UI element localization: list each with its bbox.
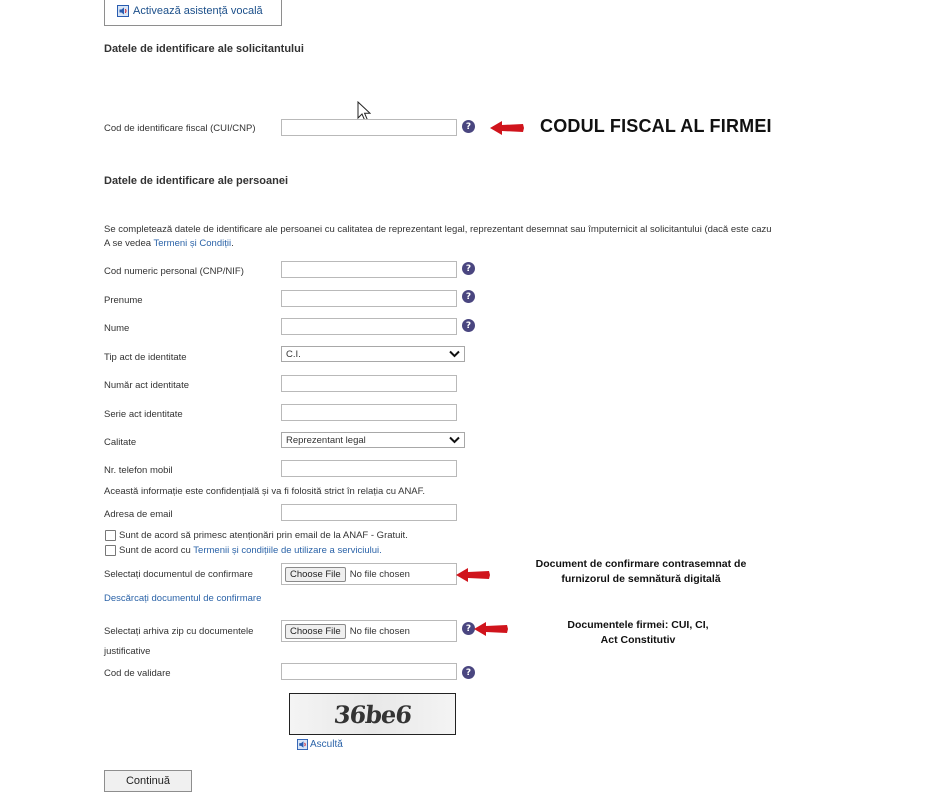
- cnp-help-icon[interactable]: ?: [462, 262, 475, 275]
- validation-code-label: Cod de validare: [104, 668, 171, 679]
- prenume-input[interactable]: [281, 290, 457, 307]
- zip-file-input[interactable]: [281, 620, 457, 642]
- cui-help-icon[interactable]: ?: [462, 120, 475, 133]
- terms-consent-label: Sunt de acord cu Termenii și condițiile de utilizare a serviciului.: [119, 545, 382, 556]
- confirm-doc-file-input[interactable]: [281, 563, 457, 585]
- numar-act-label: Număr act identitate: [104, 380, 190, 391]
- person-intro-terms-line: A se vedea Termeni și Condiții.: [104, 238, 234, 249]
- red-arrow-icon: [456, 568, 490, 582]
- person-intro-text: Se completează datele de identificare ale persoanei cu calitatea de reprezentant legal, reprezentant desemnat sau împuternicit al solicitantului (dacă este cazu: [104, 224, 772, 235]
- confidential-note: Această informație este confidențială și va fi folosită strict în relația cu ANAF.: [104, 486, 426, 497]
- tip-act-label: Tip act de identitate: [104, 352, 187, 363]
- red-arrow-icon: [490, 121, 524, 135]
- choose-file-button[interactable]: Choose File: [285, 624, 346, 639]
- confirm-doc-annotation: Document de confirmare contrasemnat de furnizorul de semnătură digitală: [535, 558, 747, 585]
- terms-conditions-link[interactable]: Termenii și condițiile de utilizare a serviciului.: [193, 545, 382, 556]
- cnp-label: Cod numeric personal (CNP/NIF): [104, 266, 244, 277]
- nume-label: Nume: [104, 323, 130, 334]
- cnp-input[interactable]: [281, 261, 457, 278]
- voice-assist-label: Activează asistență vocală: [133, 5, 263, 17]
- confirm-doc-label: Selectați documentul de confirmare: [104, 569, 253, 580]
- download-confirm-doc-link[interactable]: Descărcați documentul de confirmare: [104, 593, 262, 604]
- prenume-label: Prenume: [104, 295, 143, 306]
- serie-act-input[interactable]: [281, 404, 457, 421]
- speaker-icon: [117, 5, 129, 17]
- calitate-select[interactable]: [281, 432, 465, 448]
- nume-help-icon[interactable]: ?: [462, 319, 475, 332]
- zip-help-icon[interactable]: ?: [462, 622, 475, 635]
- person-section-heading: Datele de identificare ale persoanei: [104, 175, 289, 187]
- email-consent-label: Sunt de acord să primesc atenționări prin email de la ANAF - Gratuit.: [119, 530, 408, 541]
- telefon-input[interactable]: [281, 460, 457, 477]
- validation-code-input[interactable]: [281, 663, 457, 680]
- fiscal-code-annotation: CODUL FISCAL AL FIRMEI: [540, 116, 772, 136]
- email-consent-checkbox[interactable]: [105, 530, 116, 541]
- chevron-down-icon: [449, 350, 460, 358]
- zip-label-line1: Selectați arhiva zip cu documentele: [104, 626, 254, 637]
- red-arrow-icon: [474, 622, 508, 636]
- listen-link-label: Ascultă: [310, 739, 343, 750]
- choose-file-button[interactable]: Choose File: [285, 567, 346, 582]
- terms-consent-checkbox[interactable]: [105, 545, 116, 556]
- telefon-label: Nr. telefon mobil: [104, 465, 173, 476]
- company-docs-annotation: Documentele firmei: CUI, CI, Act Constitutiv: [567, 619, 709, 646]
- cui-input[interactable]: [281, 119, 457, 136]
- no-file-text: No file chosen: [349, 625, 410, 637]
- zip-label-line2: justificative: [104, 646, 151, 657]
- applicant-section-heading: Datele de identificare ale solicitantului: [104, 43, 304, 55]
- voice-assist-button[interactable]: [104, 0, 282, 26]
- tip-act-value: C.I.: [286, 348, 301, 360]
- calitate-value: Reprezentant legal: [286, 434, 366, 446]
- email-label: Adresa de email: [104, 509, 173, 520]
- serie-act-label: Serie act identitate: [104, 409, 183, 420]
- captcha-text: 36be6: [332, 699, 413, 729]
- tip-act-select[interactable]: [281, 346, 465, 362]
- captcha-image: [289, 693, 456, 735]
- validation-help-icon[interactable]: ?: [462, 666, 475, 679]
- speaker-icon: [297, 739, 308, 750]
- chevron-down-icon: [449, 436, 460, 444]
- terms-link[interactable]: Termeni și Condiții: [153, 238, 232, 249]
- calitate-label: Calitate: [104, 437, 137, 448]
- no-file-text: No file chosen: [349, 568, 410, 580]
- cui-label: Cod de identificare fiscal (CUI/CNP): [104, 123, 256, 134]
- continue-button[interactable]: Continuă: [104, 770, 192, 792]
- nume-input[interactable]: [281, 318, 457, 335]
- prenume-help-icon[interactable]: ?: [462, 290, 475, 303]
- numar-act-input[interactable]: [281, 375, 457, 392]
- email-input[interactable]: [281, 504, 457, 521]
- listen-link[interactable]: [297, 739, 343, 750]
